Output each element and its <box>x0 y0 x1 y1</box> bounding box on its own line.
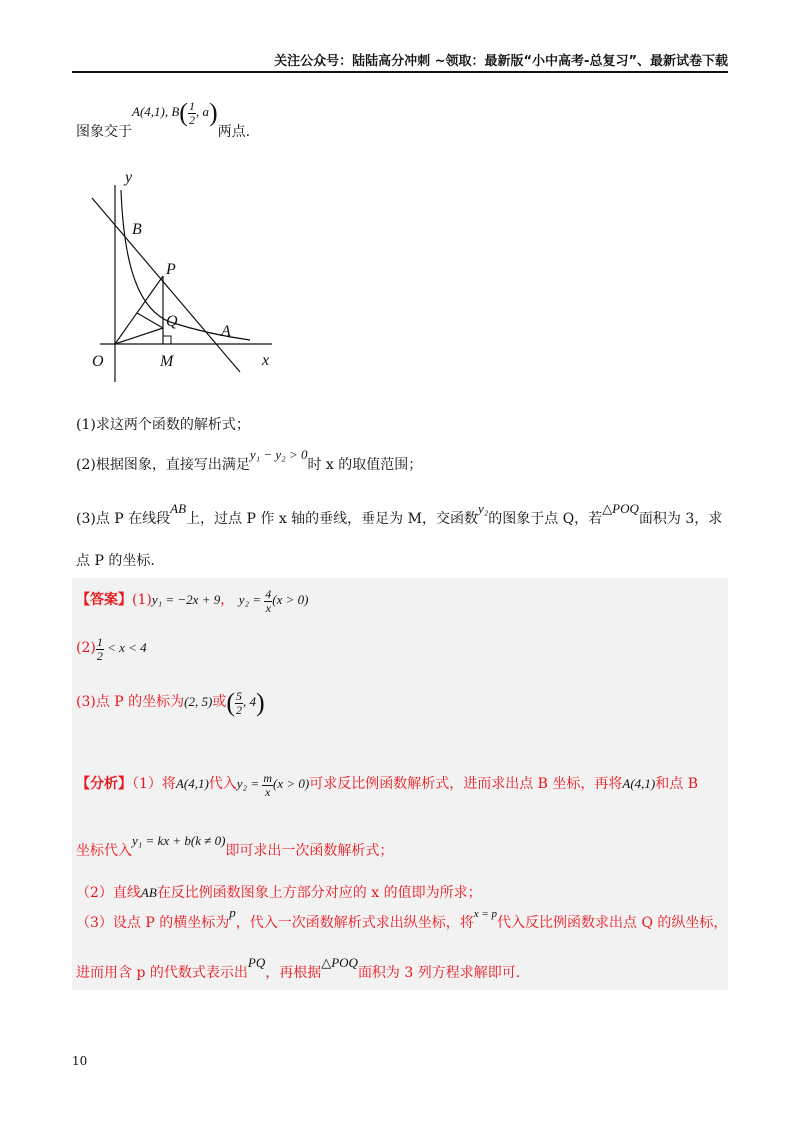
label-y: y <box>125 169 133 186</box>
right-angle-mark <box>163 336 171 344</box>
analysis-line-5: 进而用含 p 的代数式表示出PQ，再根据△POQ面积为 3 列方程求解即可. <box>76 955 521 981</box>
label-b: B <box>132 221 142 238</box>
hyperbola-curve <box>121 190 250 340</box>
intro-prefix: 图象交于 <box>76 123 132 140</box>
segment-op <box>115 276 163 344</box>
intro-line <box>76 98 251 140</box>
question-3-line-2: 点 P 的坐标. <box>76 553 155 569</box>
answer-2: (2) $\frac{1}{2}$ < x < 4 <box>76 635 147 663</box>
question-2: (2)根据图象，直接写出满足y₁ − y₂ > 0时 x 的取值范围； <box>76 447 423 473</box>
intro-suffix: 两点. <box>217 123 251 140</box>
question-3: (3)点 P 在线段AB上，过点 P 作 x 轴的垂线，垂足为 M，交函数y₂的图象于点 Q，若△POQ面积为 3，求 <box>76 501 723 527</box>
intro-points: A(4,1), B( $\frac{1}{2}$ , a) <box>132 98 218 127</box>
segment-oq <box>115 328 163 344</box>
answer-1-y2: y₂ = $\frac{4}{x}$ (x > 0) <box>238 587 309 615</box>
label-q: Q <box>166 313 178 330</box>
label-p: P <box>166 261 176 278</box>
page-number: 10 <box>72 1054 88 1068</box>
analysis-line-3: （2）直线AB在反比例函数图象上方部分对应的 x 的值即为所求； <box>76 885 482 901</box>
q2-inequality: y₁ − y₂ > 0 <box>249 447 308 462</box>
analysis-line-2: 坐标代入y₁ = kx + b(k ≠ 0)即可求出一次函数解析式； <box>76 833 394 859</box>
line-ab <box>92 198 240 372</box>
header-rule <box>72 71 728 73</box>
analysis-line-4: （3）设点 P 的横坐标为p，代入一次函数解析式求出纵坐标，将$^{x = p}$代入反比例函数求出点 Q 的纵坐标， <box>76 905 728 931</box>
analysis-line-1: 【分析】（1）将A(4,1)代入y₂ = $\frac{m}{x}$ (x > 0)可求反比例函数解析式，进而求出点 B 坐标，再将A(4,1)和点 B <box>76 771 699 799</box>
page-header: 关注公众号：陆陆高分冲刺 ~领取：最新版“小中高考-总复习”、最新试卷下载 <box>274 54 728 69</box>
answer-tag: 【答案】 <box>76 592 132 609</box>
label-a: A <box>221 323 231 340</box>
label-m: M <box>160 353 174 370</box>
answer-3: (3)点 P 的坐标为(2, 5)或( $\frac{5}{2}$ , 4) <box>76 688 265 717</box>
analysis-tag: 【分析】 <box>76 776 132 793</box>
answer-1: 【答案】(1)y₁ = −2x + 9， y₂ = $\frac{4}{x}$ (x > 0) <box>76 587 309 615</box>
intro-fraction: $\frac{1}{2}$ <box>188 98 195 127</box>
label-o: O <box>92 353 104 370</box>
function-graph <box>80 160 290 385</box>
question-1: (1)求这两个函数的解析式； <box>76 417 250 433</box>
label-x: x <box>262 352 270 369</box>
